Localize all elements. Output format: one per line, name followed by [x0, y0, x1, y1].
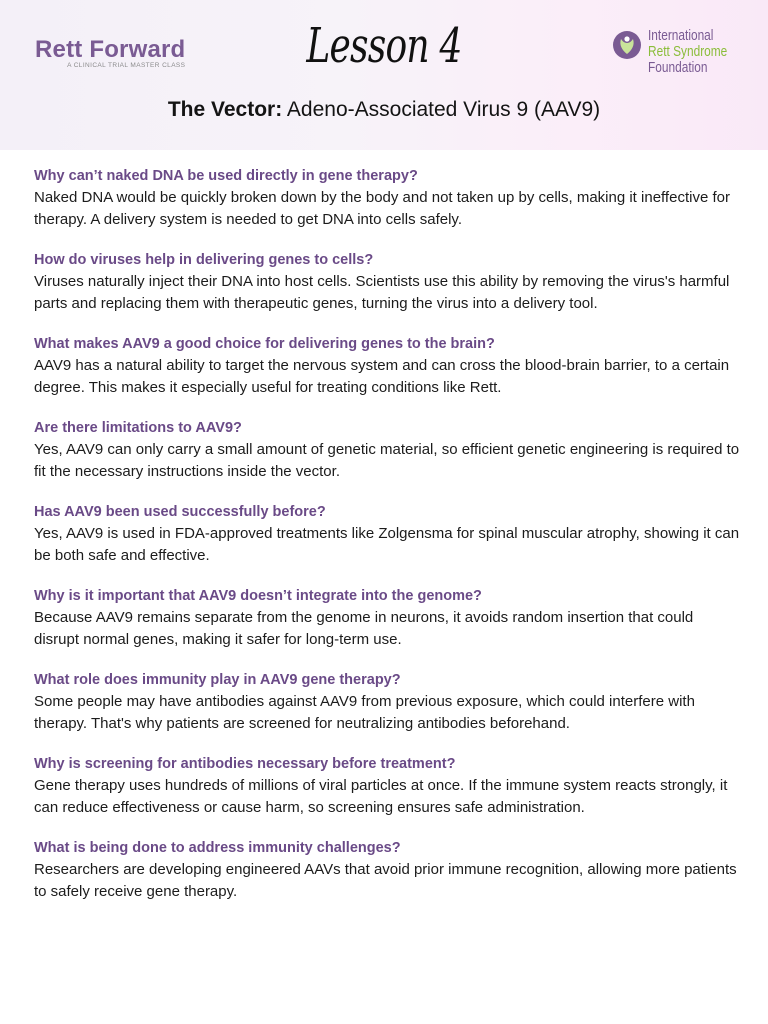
faq-answer: Gene therapy uses hundreds of millions of viral particles at once. If the immune system reacts strongly, it can reduce effectiveness or cause harm, so screening ensures safe administration.: [34, 777, 728, 816]
faq-item: [34, 670, 740, 734]
irsf-line-1: International: [648, 28, 714, 44]
subtitle-rest: Adeno-Associated Virus 9 (AAV9): [282, 98, 601, 121]
faq-answer: Researchers are developing engineered AAVs that avoid prior immune recognition, allowing more patients to safely receive gene therapy.: [34, 861, 737, 900]
faq-question: What makes AAV9 a good choice for delivering genes to the brain?: [34, 336, 495, 352]
faq-question: What role does immunity play in AAV9 gene therapy?: [34, 672, 401, 688]
irsf-logo: [612, 28, 752, 82]
faq-list: [34, 166, 740, 922]
faq-item: [34, 418, 740, 482]
faq-answer: AAV9 has a natural ability to target the nervous system and can cross the blood-brain barrier, to a certain degree. This makes it especially useful for treating conditions like Rett.: [34, 357, 730, 396]
faq-item: [34, 754, 740, 818]
faq-question: How do viruses help in delivering genes to cells?: [34, 252, 374, 268]
irsf-emblem-icon: [612, 30, 642, 60]
faq-question: Why is it important that AAV9 doesn’t integrate into the genome?: [34, 588, 482, 604]
faq-answer: Some people may have antibodies against AAV9 from previous exposure, which could interfere with therapy. That's why patients are screened for neutralizing antibodies beforehand.: [34, 693, 695, 732]
faq-item: [34, 166, 740, 230]
faq-item: [34, 334, 740, 398]
faq-question: Has AAV9 been used successfully before?: [34, 504, 326, 520]
faq-question: What is being done to address immunity challenges?: [34, 840, 401, 856]
lesson-title: Lesson 4: [306, 18, 462, 74]
rett-forward-name: Rett Forward: [35, 36, 186, 63]
faq-question: Are there limitations to AAV9?: [34, 420, 242, 436]
faq-answer: Naked DNA would be quickly broken down by the body and not taken up by cells, making it ineffective for therapy. A delivery system is needed to get DNA into cells safely.: [34, 189, 730, 228]
faq-answer: Because AAV9 remains separate from the genome in neurons, it avoids random insertion that could disrupt normal genes, making it safer for long-term use.: [34, 609, 694, 648]
rett-forward-tagline: A CLINICAL TRIAL MASTER CLASS: [67, 62, 186, 69]
faq-question: Why is screening for antibodies necessary before treatment?: [34, 756, 456, 772]
faq-answer: Yes, AAV9 can only carry a small amount of genetic material, so efficient genetic engineering is required to fit the necessary instructions inside the vector.: [34, 441, 740, 480]
faq-item: [34, 502, 740, 566]
faq-question: Why can’t naked DNA be used directly in gene therapy?: [34, 168, 418, 184]
irsf-line-3: Foundation: [648, 60, 708, 76]
subtitle-bold: The Vector:: [167, 98, 283, 121]
faq-item: [34, 586, 740, 650]
faq-answer: Yes, AAV9 is used in FDA-approved treatments like Zolgensma for spinal muscular atrophy, showing it can be both safe and effective.: [34, 525, 740, 564]
page-subtitle: [0, 98, 768, 122]
page-header: [0, 0, 768, 150]
irsf-line-2: Rett Syndrome: [648, 44, 728, 60]
faq-answer: Viruses naturally inject their DNA into host cells. Scientists use this ability by removing the virus's harmful parts and replacing them with therapeutic genes, turning the virus into a delivery tool.: [34, 273, 730, 312]
faq-item: [34, 838, 740, 902]
faq-item: [34, 250, 740, 314]
